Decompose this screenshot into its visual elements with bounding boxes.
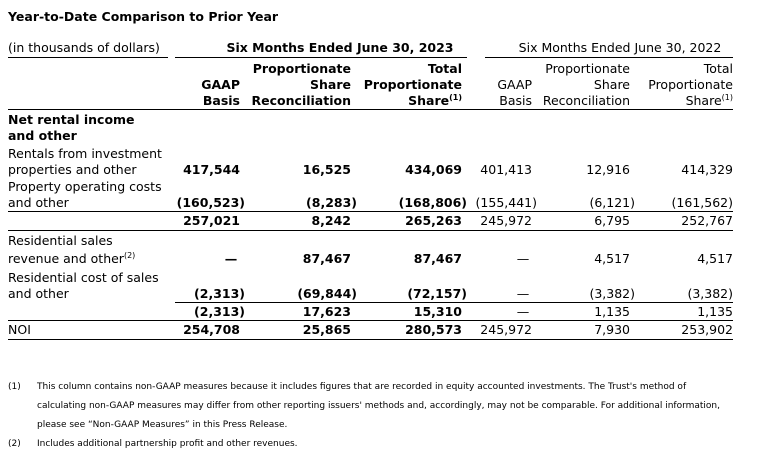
opcosts-gaap-2022: (155,441) [475, 195, 537, 210]
rescost-total-2022: (3,382) [687, 286, 733, 301]
subtotal2-total-2022: 1,135 [697, 304, 733, 319]
subtotal1-total-2023: 265,263 [405, 213, 462, 228]
page-title: Year-to-Date Comparison to Prior Year [8, 9, 279, 24]
rescost-total-2023: (72,157) [407, 286, 467, 301]
rescost-prop-2023: (69,844) [297, 286, 357, 301]
units-label: (in thousands of dollars) [8, 40, 160, 55]
row-label-rentals-1: Rentals from investment [8, 146, 162, 161]
row-label-ressales-1: Residential sales [8, 233, 113, 248]
period-2022-header: Six Months Ended June 30, 2022 [518, 40, 722, 55]
total-2023-header-1: Total [427, 61, 462, 76]
subtotal1-total-2022: 252,767 [681, 213, 733, 228]
ressales-prop-2022: 4,517 [594, 251, 630, 266]
period-2023-underline [175, 57, 467, 58]
footnote-1-line2: calculating non-GAAP measures may differ from other reporting issuers' methods and, accordingly, may not be comparable. For additional information, [37, 401, 720, 411]
subtotal1-gaap-2023: 257,021 [183, 213, 240, 228]
period-2022-underline [485, 57, 733, 58]
noi-prop-2023: 25,865 [302, 322, 351, 337]
opcosts-prop-2023: (8,283) [306, 195, 357, 210]
subtotal-rule-1 [8, 211, 733, 212]
subtotal-rule-4 [8, 320, 733, 321]
total-2022-header-2: Proportionate [648, 77, 733, 92]
footnote-1-line3: please see “Non-GAAP Measures” in this Press Release. [37, 420, 288, 430]
total-2022-header-1: Total [703, 61, 733, 76]
noi-gaap-2022: 245,972 [480, 322, 532, 337]
opcosts-total-2023: (168,806) [398, 195, 467, 210]
ressales-prop-2023: 87,467 [302, 251, 351, 266]
section-label-line2: and other [8, 128, 77, 143]
row-label-opcosts-1: Property operating costs [8, 179, 162, 194]
prop-2023-header-1: Proportionate [252, 61, 351, 76]
noi-prop-2022: 7,930 [594, 322, 630, 337]
noi-total-2023: 280,573 [405, 322, 462, 337]
gaap-2023-header-1: GAAP [201, 77, 240, 92]
rentals-gaap-2022: 401,413 [480, 162, 532, 177]
row-label-opcosts-2: and other [8, 195, 69, 210]
subtotal-rule-3 [175, 302, 733, 303]
units-underline [8, 57, 168, 58]
total-2023-header-2: Proportionate [363, 77, 462, 92]
subtotal1-prop-2023: 8,242 [311, 213, 351, 228]
ressales-total-2022: 4,517 [697, 251, 733, 266]
prop-2022-header-1: Proportionate [545, 61, 630, 76]
gaap-2022-header-2: Basis [499, 93, 532, 108]
row-label-rentals-2: properties and other [8, 162, 137, 177]
rescost-gaap-2023: (2,313) [194, 286, 245, 301]
gaap-2023-header-2: Basis [202, 93, 240, 108]
footnote-1-marker: (1) [8, 382, 21, 392]
opcosts-total-2022: (161,562) [671, 195, 733, 210]
rentals-total-2023: 434,069 [405, 162, 462, 177]
prop-2023-header-3: Reconciliation [251, 93, 351, 108]
subtotal1-gaap-2022: 245,972 [480, 213, 532, 228]
noi-total-2022: 253,902 [681, 322, 733, 337]
subtotal2-total-2023: 15,310 [413, 304, 462, 319]
opcosts-prop-2022: (6,121) [589, 195, 635, 210]
footnote-2-line1: Includes additional partnership profit and other revenues. [37, 439, 298, 449]
subtotal2-gaap-2022: — [516, 304, 530, 319]
prop-2022-header-3: Reconciliation [542, 93, 630, 108]
footnote-1-line1: This column contains non-GAAP measures because it includes figures that are recorded in equity accounted investments. The Trust's method of [37, 382, 687, 392]
subtotal2-prop-2022: 1,135 [594, 304, 630, 319]
row-label-noi: NOI [8, 322, 31, 337]
rentals-gaap-2023: 417,544 [183, 162, 240, 177]
noi-rule [8, 339, 733, 340]
period-2023-header: Six Months Ended June 30, 2023 [226, 40, 454, 55]
rentals-total-2022: 414,329 [681, 162, 733, 177]
rescost-prop-2022: (3,382) [589, 286, 635, 301]
ressales-total-2023: 87,467 [413, 251, 462, 266]
row-label-rescost-1: Residential cost of sales [8, 270, 159, 285]
total-2023-header-3: Share$^{(1)}$ [408, 92, 462, 108]
ressales-gaap-2023: — [224, 251, 238, 266]
header-rule [8, 109, 733, 110]
subtotal-rule-2 [8, 230, 733, 231]
subtotal2-gaap-2023: (2,313) [194, 304, 245, 319]
rentals-prop-2023: 16,525 [302, 162, 351, 177]
rentals-prop-2022: 12,916 [586, 162, 630, 177]
rescost-gaap-2022: — [516, 286, 530, 301]
ressales-gaap-2022: — [516, 251, 530, 266]
section-label-line1: Net rental income [8, 112, 135, 127]
noi-gaap-2023: 254,708 [183, 322, 240, 337]
row-label-ressales-2: revenue and other$^{(2)}$ [8, 250, 136, 266]
prop-2023-header-2: Share [310, 77, 351, 92]
footnote-2-marker: (2) [8, 439, 21, 449]
opcosts-gaap-2023: (160,523) [176, 195, 245, 210]
subtotal1-prop-2022: 6,795 [594, 213, 630, 228]
total-2022-header-3: Share$^{(1)}$ [685, 92, 733, 108]
gaap-2022-header-1: GAAP [497, 77, 532, 92]
row-label-rescost-2: and other [8, 286, 69, 301]
prop-2022-header-2: Share [593, 77, 630, 92]
subtotal2-prop-2023: 17,623 [302, 304, 351, 319]
